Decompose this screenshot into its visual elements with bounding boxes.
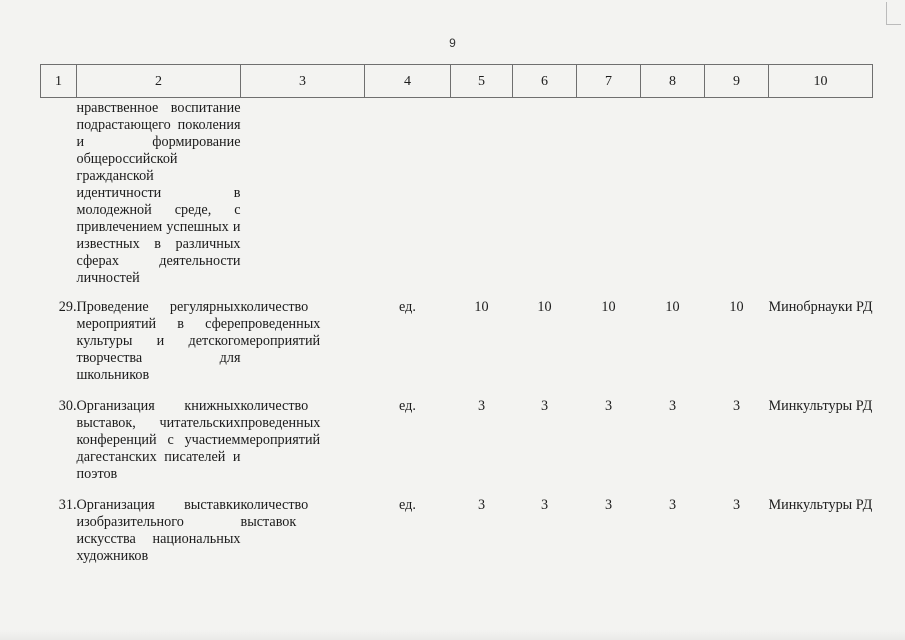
header-cell: 8 — [641, 65, 705, 98]
item-measure: количество проведенных мероприятий — [240, 299, 321, 349]
item-name: Организация книжных выставок, читательских конференций с участием дагестанских писателей и поэтов — [76, 398, 241, 482]
item-name: Проведение регулярных мероприятий в сфере культуры и детского творчества для школьников — [76, 299, 241, 383]
item-responsible: Минобрнауки РД — [768, 299, 873, 315]
item-unit: ед. — [399, 299, 416, 315]
item-unit: ед. — [399, 398, 416, 414]
document-table — [40, 64, 873, 579]
header-cell: 1 — [41, 65, 77, 98]
item-measure: количество выставок — [240, 497, 309, 530]
item-number: 31. — [58, 497, 77, 513]
item-value: 3 — [540, 497, 549, 513]
item-value: 3 — [540, 398, 549, 414]
item-value: 10 — [729, 299, 744, 315]
item-value: 3 — [477, 497, 486, 513]
item-number: 30. — [58, 398, 77, 414]
item-value: 3 — [668, 398, 677, 414]
item-value: 3 — [668, 497, 677, 513]
item-number: 29. — [58, 299, 77, 315]
item-name: нравственное воспитание подрастающего поколения и формирование общероссийской гражданской идентичности в молодежной среде, с привлечением успешных и известных в различных сферах деятельности личностей — [76, 100, 241, 286]
item-value: 3 — [604, 398, 613, 414]
item-value: 10 — [474, 299, 489, 315]
item-responsible: Минкультуры РД — [768, 497, 873, 513]
header-cell: 10 — [769, 65, 873, 98]
item-value: 3 — [604, 497, 613, 513]
item-name: Организация выставки изобразительного искусства национальных художников — [76, 497, 241, 564]
item-responsible: Минкультуры РД — [768, 398, 873, 414]
header-cell: 5 — [451, 65, 513, 98]
table-row — [41, 398, 873, 497]
item-value: 3 — [732, 398, 741, 414]
table-row — [41, 497, 873, 579]
table-row — [41, 299, 873, 398]
page-bottom-shadow — [0, 630, 905, 640]
header-cell: 7 — [577, 65, 641, 98]
item-value: 10 — [665, 299, 680, 315]
header-cell: 4 — [365, 65, 451, 98]
item-measure: количество проведенных мероприятий — [240, 398, 321, 448]
header-cell: 9 — [705, 65, 769, 98]
page-corner-mark — [886, 2, 901, 25]
item-unit: ед. — [399, 497, 416, 513]
header-cell: 3 — [241, 65, 365, 98]
header-cell: 2 — [77, 65, 241, 98]
item-value: 3 — [732, 497, 741, 513]
item-value: 10 — [537, 299, 552, 315]
header-cell: 6 — [513, 65, 577, 98]
table-row-continuation — [41, 98, 873, 300]
item-value: 10 — [601, 299, 616, 315]
item-value: 3 — [477, 398, 486, 414]
header-row — [41, 65, 873, 98]
page-number: 9 — [449, 36, 456, 50]
